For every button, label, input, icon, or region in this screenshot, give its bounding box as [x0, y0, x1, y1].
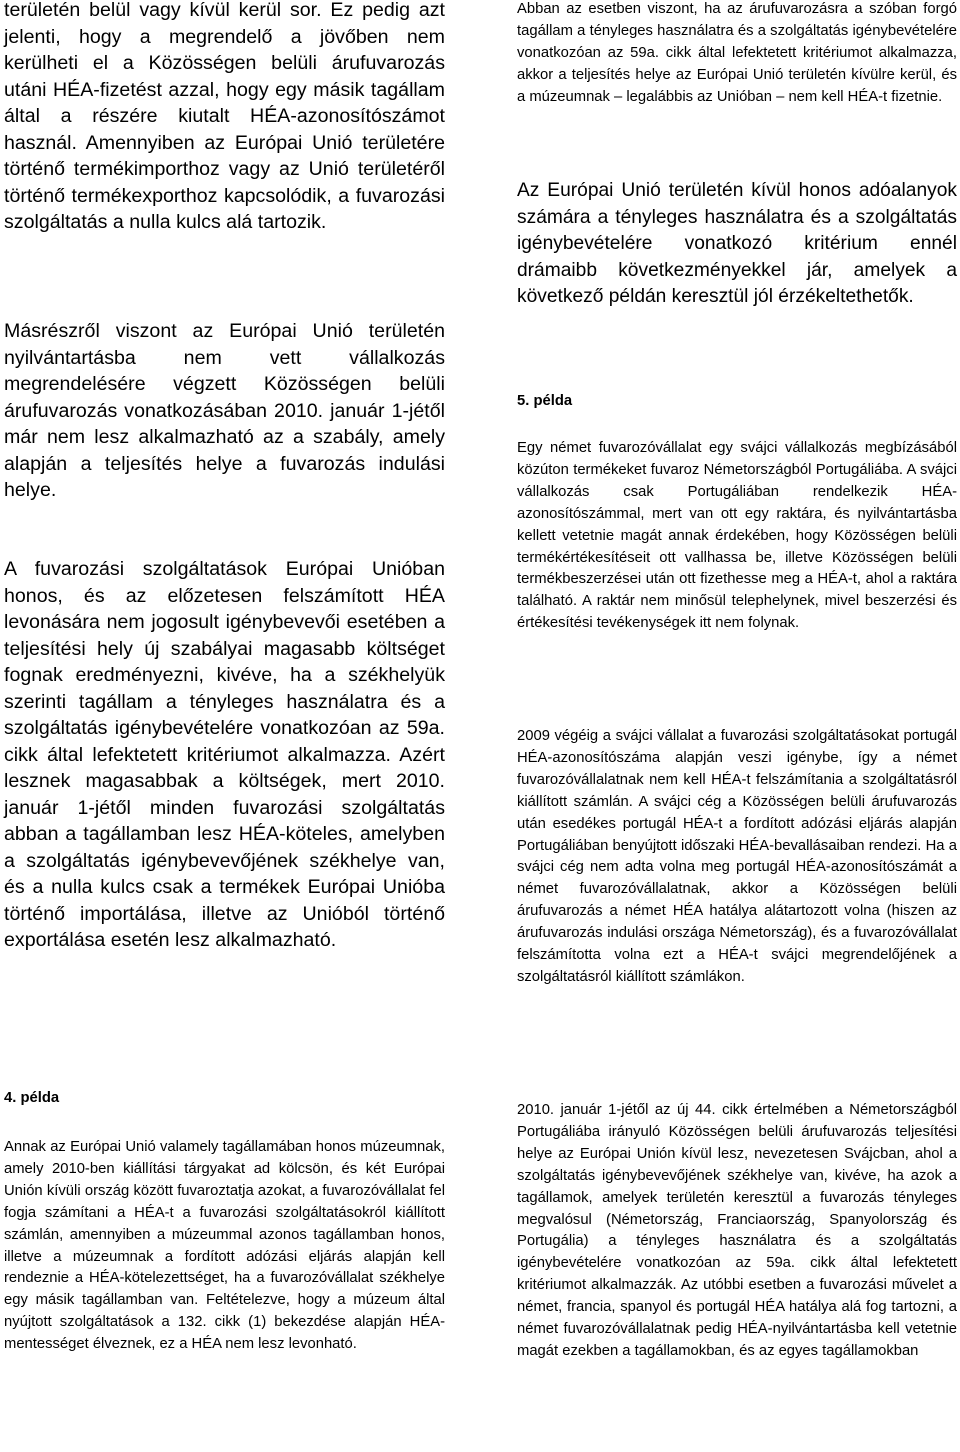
left-paragraph-1: területén belül vagy kívül kerül sor. Ez pedig azt jelenti, hogy a megrendelő a jövőben nem kerülheti el a Közösségen belüli árufuvarozás utáni HÉA-fizetést azzal, hogy egy másik tagállam által a részére kiutalt HÉA-azonosítószámot használ. Amennyiben az Európai Unió területére történő termékimporthoz vagy az Unió területéről történő termékexporthoz kapcsolódik, a fuvarozási szolgáltatás a nulla kulcs alá tartozik.	[4, 0, 445, 233]
right-paragraph-4: 2009 végéig a svájci vállalat a fuvarozási szolgáltatásokat portugál HÉA-azonosítószáma alapján veszi igénybe, így a német fuvarozóvállalatnak nem kell HÉA-t felszámítania a szolgáltatásról kiállított számlán. A svájci cég a Közösségen belüli árufuvarozás után esedékes portugál HÉA-t a fordított adózási eljárás alapján Portugáliában benyújtott időszaki HÉA-bevallásaiban rendezi. Ha a svájci cég nem adta volna meg portugál HÉA-azonosítószámát a német fuvarozóvállalatnak, akkor a Közösségen belüli árufuvarozás a német HÉA hatálya alátartozott volna (hiszen az árufuvarozás indulási országa Németország), és a fuvarozóvállalat felszámította volna ezt a HÉA-t svájci megrendelőjének a szolgáltatásról kiállított számlákon.	[517, 728, 957, 985]
example-5-heading: 5. példa	[517, 393, 573, 409]
example-4-heading: 4. példa	[4, 1090, 60, 1106]
right-paragraph-5: 2010. január 1-jétől az új 44. cikk értelmében a Németországból Portugáliába irányuló Közösségen belüli árufuvarozás teljesítési helye az Európai Unión kívül lesz, nevezetesen Svájcban, ahol a szolgáltatás igénybevevőjének székhelye van, kivéve, ha azok a tagállamok, amelyek területén keresztül a fuvarozás tényleges megvalósul (Németország, Franciaország, Spanyolország és Portugália) a tényleges használatra és a szolgáltatás igénybevételére vonatkozóan az 59a. cikk által lefektetett kritériumot alkalmazzák. Az utóbbi esetben a fuvarozási művelet a német, francia, spanyol és portugál HÉA hatálya alá fog tartozni, a német fuvarozóvállalatnak pedig HÉA-nyilvántartásba kell vetetnie magát ezekben a tagállamokban, és az egyes tagállamokban	[517, 1102, 957, 1359]
right-paragraph-3: Egy német fuvarozóvállalat egy svájci vállalkozás megbízásából közúton termékeket fuvaroz Németországból Portugáliába. A svájci vállalkozás csak Portugáliában rendelkezik HÉA-azonosítószámmal, mert van ott egy raktára, és nyilvántartásba kellett vetetnie magát annak érdekében, hogy Közösségen belüli termékértékesítéseit ott vallhassa be, illetve Közösségen belüli termékbeszerzései után ott fizethesse meg a HÉA-t, ahol a raktára található. A raktár nem minősül telephelynek, mivel beszerzési és értékesítési tevékenységek itt nem folynak.	[517, 440, 957, 632]
left-paragraph-4: Annak az Európai Unió valamely tagállamában honos múzeumnak, amely 2010-ben kiállítási tárgyakat ad kölcsön, és két Európai Unión kívüli ország között fuvaroztatja azokat, a fuvarozóvállalat fel fogja számítani a HÉA-t a fuvarozási szolgáltatásokról kiállított számlán, amennyiben a múzeummal azonos tagállamban honos, illetve a múzeumnak a fordított adózási eljárás alapján kell rendeznie a HÉA-kötelezettséget, ha a fuvarozóvállalat székhelye egy másik tagállamban van. Feltételezve, hogy a múzeum által nyújtott szolgáltatások a 132. cikk (1) bekezdése alapján HÉA-mentességet élveznek, ez a HÉA nem lesz levonható.	[4, 1139, 445, 1353]
right-paragraph-2: Az Európai Unió területén kívül honos adóalanyok számára a tényleges használatra és a szolgáltatás igénybevételére vonatkozó kritérium ennél drámaibb következményekkel jár, amelyek a következő példán keresztül jól érzékeltethetők.	[517, 180, 957, 308]
left-paragraph-2: Másrészről viszont az Európai Unió területén nyilvántartásba nem vett vállalkozás megrendelésére végzett Közösségen belüli árufuvarozás vonatkozásában 2010. január 1-jétől már nem lesz alkalmazható az a szabály, amely alapján a teljesítés helye a fuvarozás indulási helye.	[4, 320, 445, 501]
left-paragraph-3: A fuvarozási szolgáltatások Európai Unióban honos, és az előzetesen felszámított HÉA levonására nem jogosult igénybevevői esetében a teljesítési hely új szabályai magasabb költséget fognak eredményezni, kivéve, ha a székhelyük szerinti tagállam a tényleges használatra és a szolgáltatás igénybevételére vonatkozóan az 59a. cikk által lefektetett kritériumot alkalmazza. Azért lesznek magasabbak a költségek, mert 2010. január 1-jétől minden fuvarozási szolgáltatás abban a tagállamban lesz HÉA-köteles, amelyben a szolgáltatás igénybevevőjének székhelye van, és a nulla kulcs csak a termékek Európai Unióba történő importálása, illetve az Unióból történő exportálása esetén lesz alkalmazható.	[4, 558, 445, 951]
right-paragraph-1: Abban az esetben viszont, ha az árufuvarozásra a szóban forgó tagállam a tényleges használatra és a szolgáltatás igénybevételére vonatkozóan az 59a. cikk által lefektetett kritériumot alkalmazza, akkor a teljesítés helye az Európai Unió területén kívülre kerül, és a múzeumnak – legalábbis az Unióban – nem kell HÉA-t fizetnie.	[517, 1, 957, 105]
